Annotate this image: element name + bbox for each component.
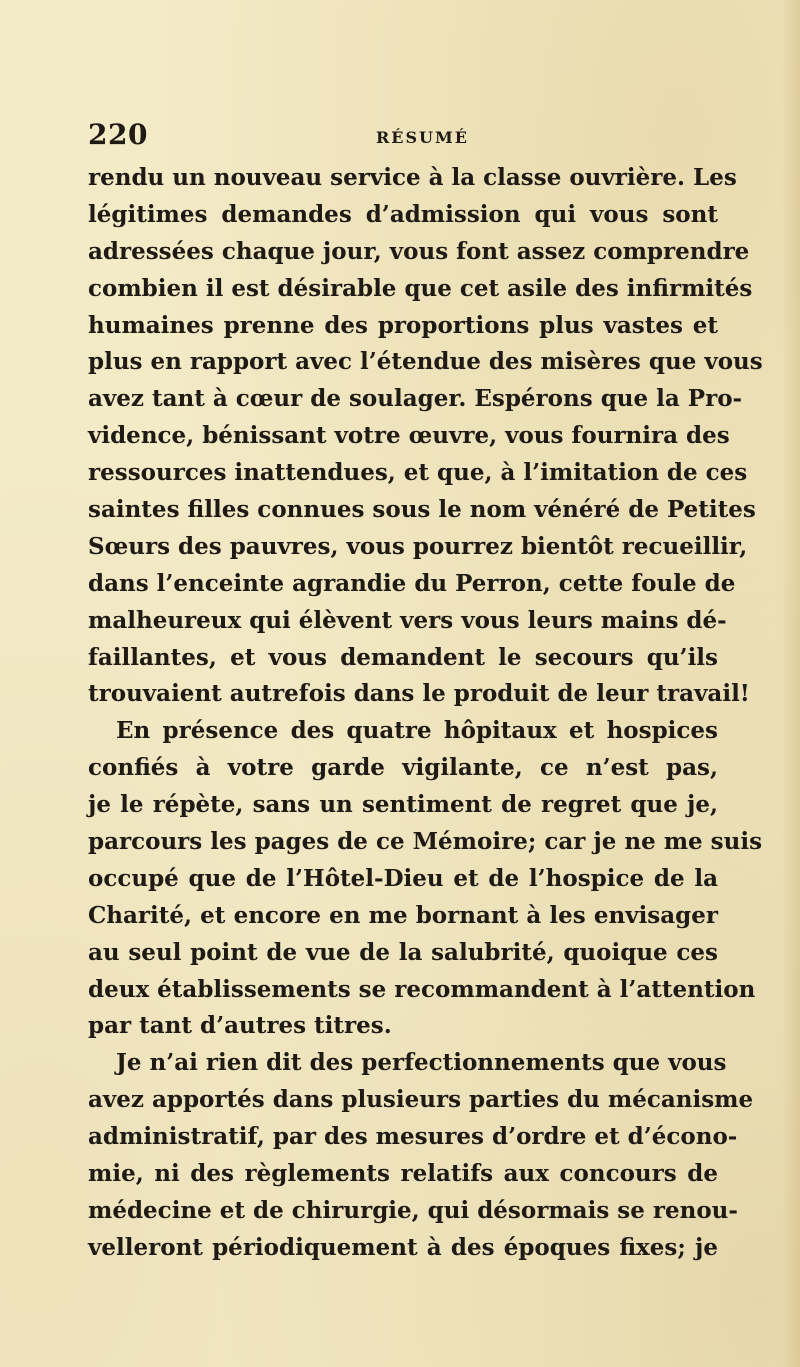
text-line: velleront périodiquement à des époques fixes; je [88,1233,718,1261]
text-line: occupé que de l’Hôtel-Dieu et de l’hospice de la [88,864,718,892]
text-line: confiés à votre garde vigilante, ce n’est pas, [88,754,718,782]
text-line: rendu un nouveau service à la classe ouvrière. Les [88,164,737,191]
text-line: médecine et de chirurgie, qui désormais se renou- [88,1196,738,1224]
text-line: deux établissements se recommandent à l’attention [88,975,756,1003]
text-line: trouvaient autrefois dans le produit de leur travail! [88,680,750,708]
text-line: Sœurs des pauvres, vous pourrez bientôt recueillir, [88,532,748,560]
text-line: humaines prenne des proportions plus vastes et [88,311,718,339]
page-edge-shadow [782,0,800,1367]
text-line: parcours les pages de ce Mémoire; car je ne me suis [88,828,763,856]
page-header [88,118,718,158]
text-line: dans l’enceinte agrandie du Perron, cette foule de [88,569,736,597]
text-line: avez apportés dans plusieurs parties du mécanisme [88,1086,754,1114]
text-line: au seul point de vue de la salubrité, quoique ces [88,938,718,966]
text-line: saintes filles connues sous le nom vénéré de Petites [88,496,756,524]
text-line: mie, ni des règlements relatifs aux concours de [88,1160,718,1188]
text-line: avez tant à cœur de soulager. Espérons que la Pro- [88,385,743,413]
text-line: administratif, par des mesures d’ordre et d’écono- [88,1123,738,1151]
paragraph-start-line: En présence des quatre hôpitaux et hospices [116,717,718,745]
text-line: faillantes, et vous demandent le secours qu’ils [88,643,718,671]
text-line: plus en rapport avec l’étendue des misères que vous [88,348,763,376]
page-number: 220 [88,118,148,151]
paragraph-start-line: Je n’ai rien dit des perfectionnements que vous [116,1049,727,1077]
text-line: malheureux qui élèvent vers vous leurs mains dé- [88,606,727,634]
text-line: je le répète, sans un sentiment de regret que je, [88,791,718,819]
text-line: par tant d’autres titres. [88,1012,392,1040]
running-title: RÉSUMÉ [376,128,469,147]
text-line: légitimes demandes d’admission qui vous sont [88,200,718,228]
text-line: Charité, et encore en me bornant à les envisager [88,901,718,929]
body-text [88,160,763,1267]
text-line: ressources inattendues, et que, à l’imitation de ces [88,459,748,487]
text-line: vidence, bénissant votre œuvre, vous fournira des [88,422,730,450]
text-line: combien il est désirable que cet asile des infirmités [88,274,753,302]
text-line: adressées chaque jour, vous font assez comprendre [88,237,750,265]
